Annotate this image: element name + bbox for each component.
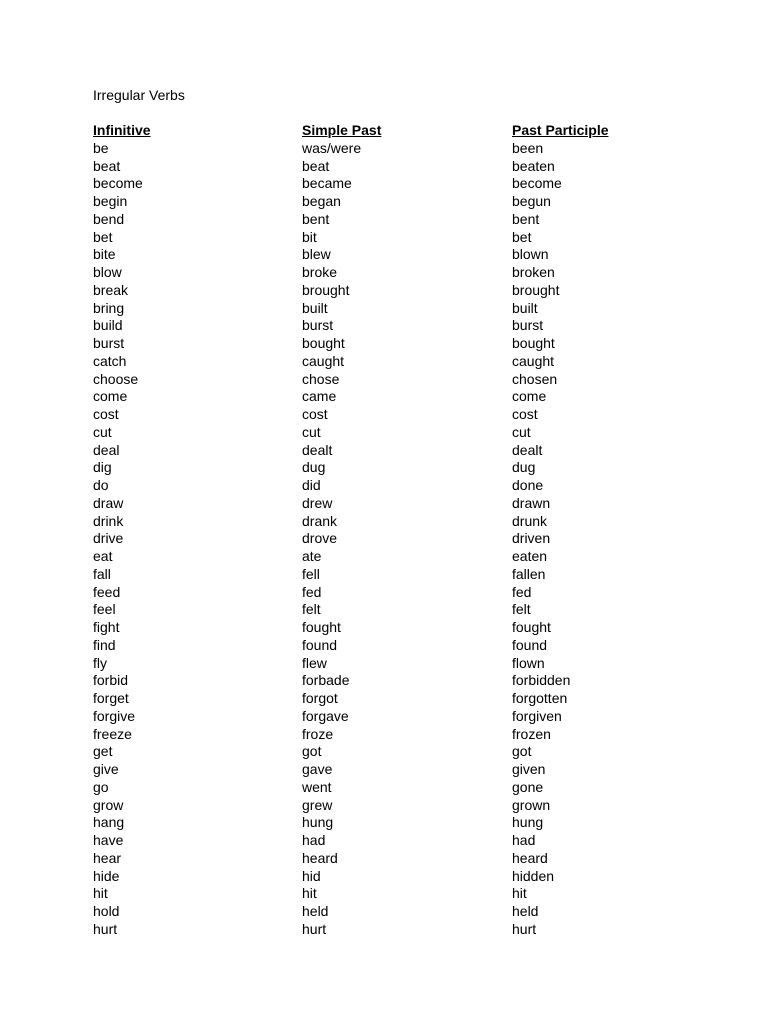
table-row (93, 548, 693, 566)
past-participle-cell: burst (512, 317, 544, 334)
past-participle-cell: bought (512, 335, 555, 351)
table-row (93, 495, 693, 513)
simple-past-cell: dealt (302, 441, 333, 458)
table-row (93, 335, 693, 353)
simple-past-cell: drew (302, 494, 333, 511)
header-past-participle: Past Participle (512, 122, 609, 138)
infinitive-cell: beat (93, 157, 121, 174)
table-header-row (93, 122, 693, 140)
infinitive-cell: fall (93, 565, 111, 582)
table-row (93, 140, 693, 158)
table-row (93, 459, 693, 477)
past-participle-cell: dealt (512, 441, 543, 458)
past-participle-cell: forgotten (512, 690, 568, 706)
infinitive-cell: freeze (93, 725, 132, 742)
table-row (93, 708, 693, 726)
table-row (93, 921, 693, 939)
infinitive-cell: hear (93, 849, 122, 866)
infinitive-cell: bet (93, 228, 113, 245)
simple-past-cell: dug (302, 459, 326, 476)
simple-past-cell: caught (302, 352, 345, 369)
table-row (93, 513, 693, 531)
table-row (93, 158, 693, 176)
infinitive-cell: cost (93, 406, 119, 422)
simple-past-cell: became (302, 175, 352, 192)
simple-past-cell: forgot (302, 690, 338, 706)
infinitive-cell: hide (93, 867, 120, 884)
infinitive-cell: do (93, 477, 109, 493)
past-participle-cell: done (512, 477, 544, 493)
infinitive-cell: choose (93, 370, 139, 387)
past-participle-cell: held (512, 903, 539, 919)
simple-past-cell: had (302, 832, 326, 848)
simple-past-cell: forgave (302, 707, 349, 724)
past-participle-cell: found (512, 636, 548, 653)
past-participle-cell: built (512, 299, 538, 316)
simple-past-cell: broke (302, 264, 338, 280)
table-row (93, 868, 693, 886)
past-participle-cell: fed (512, 583, 532, 600)
simple-past-cell: blew (302, 246, 331, 263)
simple-past-cell: drank (302, 512, 338, 529)
infinitive-cell: catch (93, 352, 127, 369)
infinitive-cell: drink (93, 512, 124, 529)
past-participle-cell: forgiven (512, 707, 562, 724)
infinitive-cell: fly (93, 654, 107, 671)
simple-past-cell: grew (302, 796, 333, 813)
simple-past-cell: fed (302, 583, 322, 600)
simple-past-cell: went (302, 778, 332, 795)
simple-past-cell: cut (302, 423, 321, 440)
table-row (93, 655, 693, 673)
simple-past-cell: heard (302, 849, 338, 866)
infinitive-cell: blow (93, 264, 122, 280)
infinitive-cell: give (93, 761, 119, 777)
table-row (93, 584, 693, 602)
infinitive-cell: get (93, 743, 113, 760)
simple-past-cell: bent (302, 210, 330, 227)
table-row (93, 672, 693, 690)
table-row (93, 743, 693, 761)
table-row (93, 690, 693, 708)
infinitive-cell: come (93, 388, 128, 405)
infinitive-cell: grow (93, 796, 124, 813)
past-participle-cell: chosen (512, 370, 558, 387)
table-row (93, 903, 693, 921)
infinitive-cell: fight (93, 619, 120, 635)
infinitive-cell: break (93, 281, 129, 298)
simple-past-cell: felt (302, 601, 321, 618)
past-participle-cell: been (512, 139, 544, 156)
simple-past-cell: built (302, 299, 328, 316)
past-participle-cell: become (512, 175, 562, 192)
infinitive-cell: bend (93, 210, 125, 227)
infinitive-cell: drive (93, 530, 124, 547)
simple-past-cell: did (302, 477, 321, 493)
past-participle-cell: come (512, 388, 547, 405)
infinitive-cell: hold (93, 903, 120, 919)
table-row (93, 229, 693, 247)
infinitive-cell: go (93, 778, 109, 795)
infinitive-cell: feel (93, 601, 116, 618)
past-participle-cell: frozen (512, 725, 551, 742)
infinitive-cell: burst (93, 335, 125, 351)
simple-past-cell: ate (302, 548, 322, 564)
table-row (93, 566, 693, 584)
infinitive-cell: hit (93, 885, 108, 902)
past-participle-cell: fallen (512, 565, 546, 582)
past-participle-cell: grown (512, 796, 551, 813)
table-row (93, 885, 693, 903)
past-participle-cell: bet (512, 228, 532, 245)
infinitive-cell: hang (93, 814, 125, 831)
infinitive-cell: be (93, 139, 109, 156)
table-row (93, 388, 693, 406)
simple-past-cell: bit (302, 228, 317, 245)
header-simple-past: Simple Past (302, 122, 382, 138)
table-row (93, 477, 693, 495)
past-participle-cell: brought (512, 281, 560, 298)
past-participle-cell: forbidden (512, 672, 571, 689)
table-row (93, 246, 693, 264)
infinitive-cell: bite (93, 246, 116, 263)
infinitive-cell: build (93, 317, 123, 334)
past-participle-cell: drawn (512, 494, 551, 511)
table-row (93, 619, 693, 637)
past-participle-cell: bent (512, 210, 540, 227)
infinitive-cell: bring (93, 299, 125, 316)
table-row (93, 424, 693, 442)
past-participle-cell: fought (512, 619, 551, 635)
infinitive-cell: forbid (93, 672, 129, 689)
simple-past-cell: burst (302, 317, 334, 334)
past-participle-cell: broken (512, 264, 555, 280)
infinitive-cell: dig (93, 459, 112, 476)
past-participle-cell: drunk (512, 512, 548, 529)
simple-past-cell: forbade (302, 672, 350, 689)
simple-past-cell: came (302, 388, 337, 405)
table-row (93, 530, 693, 548)
simple-past-cell: brought (302, 281, 350, 298)
infinitive-cell: forget (93, 690, 129, 706)
simple-past-cell: got (302, 743, 322, 760)
infinitive-cell: begin (93, 193, 128, 209)
table-row (93, 353, 693, 371)
table-row (93, 850, 693, 868)
infinitive-cell: find (93, 636, 116, 653)
past-participle-cell: beaten (512, 157, 555, 174)
table-row (93, 814, 693, 832)
simple-past-cell: found (302, 636, 338, 653)
table-row (93, 193, 693, 211)
past-participle-cell: hit (512, 885, 527, 902)
table-row (93, 761, 693, 779)
past-participle-cell: blown (512, 246, 549, 263)
infinitive-cell: hurt (93, 920, 118, 937)
simple-past-cell: held (302, 903, 329, 919)
infinitive-cell: feed (93, 583, 121, 600)
infinitive-cell: become (93, 175, 143, 192)
simple-past-cell: hid (302, 867, 321, 884)
simple-past-cell: began (302, 193, 341, 209)
simple-past-cell: hurt (302, 920, 327, 937)
verb-table (93, 122, 693, 939)
infinitive-cell: forgive (93, 707, 136, 724)
simple-past-cell: drove (302, 530, 338, 547)
table-row (93, 442, 693, 460)
table-row (93, 211, 693, 229)
simple-past-cell: hung (302, 814, 334, 831)
table-row (93, 726, 693, 744)
past-participle-cell: hidden (512, 867, 555, 884)
past-participle-cell: driven (512, 530, 551, 547)
simple-past-cell: flew (302, 654, 327, 671)
infinitive-cell: cut (93, 423, 112, 440)
simple-past-cell: hit (302, 885, 317, 902)
infinitive-cell: deal (93, 441, 120, 458)
past-participle-cell: dug (512, 459, 536, 476)
past-participle-cell: given (512, 761, 546, 777)
past-participle-cell: cost (512, 406, 538, 422)
past-participle-cell: cut (512, 423, 531, 440)
table-row (93, 601, 693, 619)
simple-past-cell: beat (302, 157, 330, 174)
past-participle-cell: got (512, 743, 532, 760)
infinitive-cell: draw (93, 494, 124, 511)
header-infinitive: Infinitive (93, 122, 151, 138)
table-row (93, 832, 693, 850)
past-participle-cell: had (512, 832, 536, 848)
past-participle-cell: hung (512, 814, 544, 831)
table-row (93, 779, 693, 797)
infinitive-cell: have (93, 832, 124, 848)
past-participle-cell: eaten (512, 548, 548, 564)
past-participle-cell: hurt (512, 920, 537, 937)
simple-past-cell: bought (302, 335, 345, 351)
simple-past-cell: cost (302, 406, 328, 422)
past-participle-cell: caught (512, 352, 555, 369)
table-row (93, 317, 693, 335)
past-participle-cell: gone (512, 778, 544, 795)
table-row (93, 264, 693, 282)
simple-past-cell: fell (302, 565, 320, 582)
simple-past-cell: froze (302, 725, 334, 742)
table-row (93, 797, 693, 815)
simple-past-cell: gave (302, 761, 333, 777)
past-participle-cell: felt (512, 601, 531, 618)
table-row (93, 406, 693, 424)
past-participle-cell: begun (512, 193, 551, 209)
infinitive-cell: eat (93, 548, 113, 564)
past-participle-cell: heard (512, 849, 548, 866)
table-row (93, 175, 693, 193)
past-participle-cell: flown (512, 654, 545, 671)
table-row (93, 282, 693, 300)
table-body (93, 140, 693, 939)
table-row (93, 637, 693, 655)
table-row (93, 371, 693, 389)
simple-past-cell: was/were (302, 139, 362, 156)
simple-past-cell: chose (302, 370, 340, 387)
document-title: Irregular Verbs (93, 87, 185, 103)
table-row (93, 300, 693, 318)
simple-past-cell: fought (302, 619, 341, 635)
